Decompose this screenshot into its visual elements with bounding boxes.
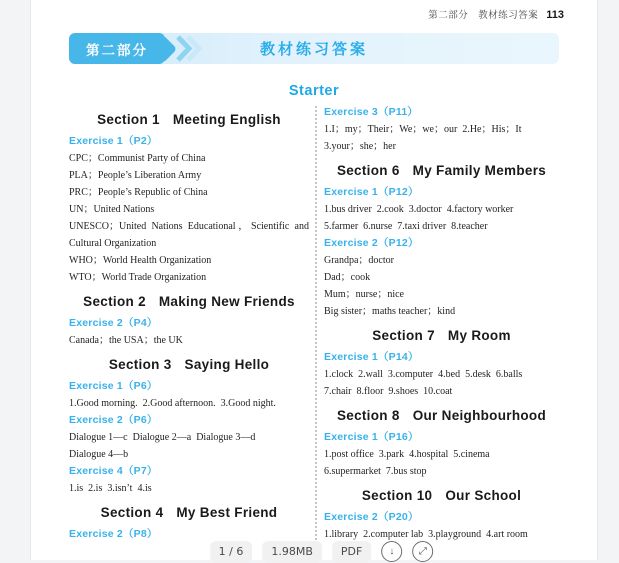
section-heading: Section 10 Our School xyxy=(361,488,522,503)
unit-title: Starter xyxy=(288,83,340,99)
answer-line: WHO；World Health Organization xyxy=(69,255,212,266)
section-heading: Section 6 My Family Members xyxy=(336,163,547,178)
exercise-label: Exercise 2（P4） xyxy=(69,317,158,329)
section-heading: Section 4 My Best Friend xyxy=(100,505,278,520)
answer-line: 5.farmer 6.nurse 7.taxi driver 8.teacher xyxy=(324,221,488,232)
section-heading: Section 7 My Room xyxy=(372,328,511,343)
section-heading: Section 2 Making New Friends xyxy=(83,294,295,309)
answer-line: Canada；the USA；the UK xyxy=(69,335,183,346)
answer-line: UNESCO；United Nations Educational，Scientific and Cultural Organization xyxy=(69,221,309,249)
pdf-page xyxy=(30,0,598,560)
download-icon: ↓ xyxy=(389,546,395,557)
part-banner-title: 教材练习答案 xyxy=(259,41,368,58)
file-type-badge: PDF xyxy=(332,541,371,563)
answer-line: WTO；World Trade Organization xyxy=(69,272,207,283)
answer-line: 1.is 2.is 3.isn’t 4.is xyxy=(69,483,152,494)
answers-column-left xyxy=(69,104,309,560)
download-button[interactable] xyxy=(381,541,402,562)
answer-line: PRC；People’s Republic of China xyxy=(69,187,208,198)
section-heading: Section 1 Meeting English xyxy=(97,112,281,127)
exercise-label: Exercise 2（P8） xyxy=(69,528,158,540)
answer-line: Dialogue 1—c Dialogue 2—a Dialogue 3—d xyxy=(69,432,256,443)
answer-line: Grandpa；doctor xyxy=(324,255,394,266)
answer-line: Dad；cook xyxy=(324,272,371,283)
exercise-label: Exercise 1（P2） xyxy=(69,135,158,147)
file-size-badge: 1.98MB xyxy=(262,541,322,563)
part-badge-label: 第二部分 xyxy=(86,42,148,58)
answer-line: 3.your；she；her xyxy=(324,141,396,152)
exercise-label: Exercise 2（P12） xyxy=(324,237,419,249)
answer-line: 1.post office 3.park 4.hospital 5.cinema xyxy=(324,449,490,460)
answer-line: 1.library 2.computer lab 3.playground 4.art room xyxy=(324,529,528,540)
answer-line: 1.I；my；Their；We；we；our 2.He；His；It xyxy=(324,124,522,135)
fullscreen-icon: ⤢ xyxy=(418,546,427,557)
answer-line: Big sister；maths teacher；kind xyxy=(324,306,456,317)
exercise-label: Exercise 3（P11） xyxy=(324,106,419,118)
answer-line: 1.Good morning. 2.Good afternoon. 3.Good night. xyxy=(69,398,276,409)
exercise-label: Exercise 1（P14） xyxy=(324,351,419,363)
page-number: 113 xyxy=(546,9,564,21)
exercise-label: Exercise 1（P12） xyxy=(324,186,419,198)
section-heading: Section 8 Our Neighbourhood xyxy=(336,408,547,423)
fullscreen-button[interactable] xyxy=(412,541,433,562)
answer-line: 1.clock 2.wall 3.computer 4.bed 5.desk 6.balls xyxy=(324,369,523,380)
answers-columns xyxy=(69,104,559,560)
exercise-label: Exercise 2（P6） xyxy=(69,414,158,426)
answers-column-right xyxy=(324,104,559,560)
running-head-text: 第二部分 教材练习答案 xyxy=(428,10,539,21)
exercise-label: Exercise 2（P20） xyxy=(324,511,419,523)
exercise-label: Exercise 1（P6） xyxy=(69,380,158,392)
answer-line: Mum；nurse；nice xyxy=(324,289,404,300)
answer-line: 6.supermarket 7.bus stop xyxy=(324,466,427,477)
section-heading: Section 3 Saying Hello xyxy=(108,357,270,372)
answer-line: PLA；People’s Liberation Army xyxy=(69,170,202,181)
double-chevron-icon xyxy=(175,33,207,64)
exercise-label: Exercise 4（P7） xyxy=(69,465,158,477)
page-running-head xyxy=(428,7,564,21)
page-indicator: 1 / 6 xyxy=(210,541,253,563)
exercise-label: Exercise 1（P16） xyxy=(324,431,419,443)
answer-line: Dialogue 4—b xyxy=(69,449,129,460)
part-badge xyxy=(69,33,165,64)
answer-line: CPC；Communist Party of China xyxy=(69,153,206,164)
part-banner xyxy=(69,33,559,64)
answer-line: 7.chair 8.floor 9.shoes 10.coat xyxy=(324,386,453,397)
column-divider xyxy=(315,106,317,560)
answer-line: 1.bus driver 2.cook 3.doctor 4.factory worker xyxy=(324,204,514,215)
answer-line: UN；United Nations xyxy=(69,204,155,215)
